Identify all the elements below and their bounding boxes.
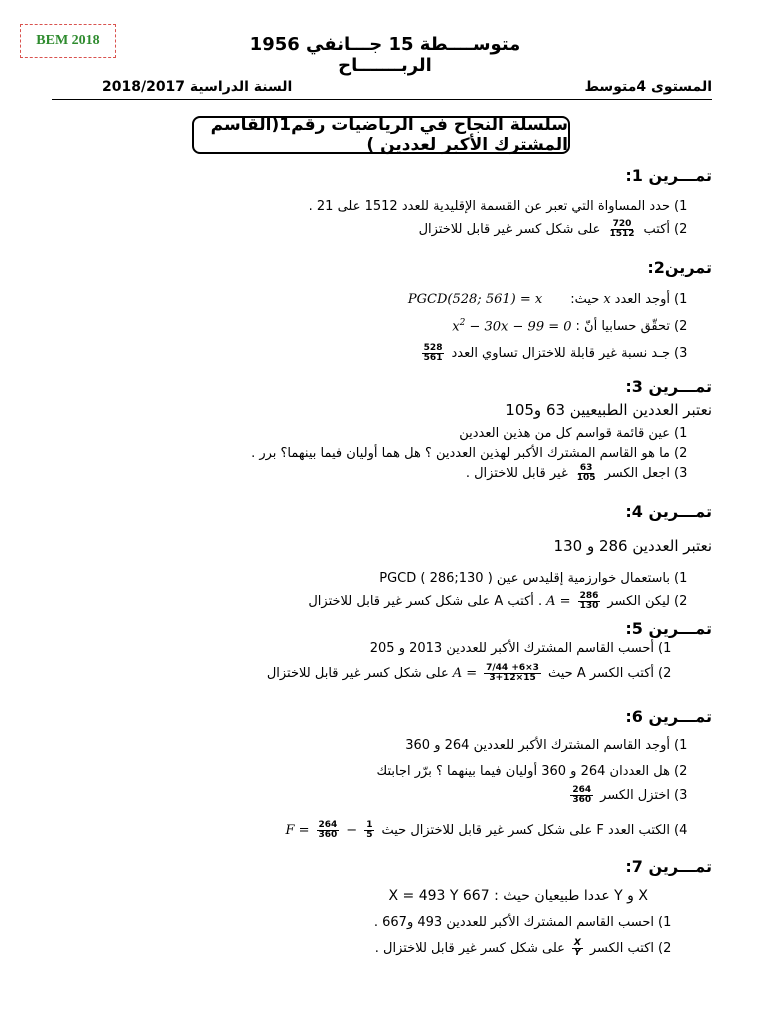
fraction	[364, 821, 374, 841]
item-text: أكتب الكسر A حيث	[547, 666, 654, 682]
item-number: 1)	[674, 426, 688, 441]
item-number: 2)	[674, 318, 688, 334]
item-text: باستعمال خوارزمية إقليدس عين ( PGCD ( 286;130	[379, 571, 670, 586]
item-text: الكتب العدد F على شكل كسر غير قابل للاختزال حيث	[381, 823, 670, 839]
fraction	[570, 786, 593, 806]
item-number: 1)	[674, 571, 688, 586]
denominator: 5	[366, 830, 373, 841]
page-title	[192, 116, 570, 154]
item-text: حيث:	[570, 292, 600, 307]
math-part: x	[452, 319, 460, 335]
exercise-4-item-2	[308, 592, 696, 612]
item-text: على شكل كسر غير قابل للاختزال .	[374, 941, 565, 957]
item-text: اجعل الكسر	[604, 466, 670, 482]
exercise-6-heading: تمـــرين 6:	[625, 707, 712, 726]
item-text: ما هو القاسم المشترك الأكبر لهذين العددين ؟ هل هما أوليان فيما بينهما؟ برر .	[251, 446, 670, 461]
exercise-5-heading: تمـــرين 5:	[625, 619, 712, 638]
exercise-6-item-2	[377, 764, 697, 779]
denominator: 130	[579, 601, 599, 612]
fraction	[578, 592, 601, 612]
item-text: غير قابل للاختزال .	[465, 466, 568, 482]
exercise-1-item-1	[309, 199, 696, 214]
numerator: 264	[318, 820, 338, 830]
exercise-1-item-2	[419, 220, 696, 240]
item-text: على شكل كسر غير قابل للاختزال	[418, 222, 601, 238]
fraction	[317, 821, 340, 841]
denominator: 3+12×15	[489, 673, 536, 684]
math-exponent: 2	[459, 318, 466, 328]
item-text: على شكل كسر غير قابل للاختزال	[266, 666, 449, 682]
item-number: 3)	[674, 788, 688, 804]
denominator: 105	[576, 473, 596, 484]
item-number: 4)	[674, 823, 688, 839]
exercise-4-item-1	[379, 571, 696, 586]
item-text: احسب القاسم المشترك الأكبر للعددين 493 و667 .	[373, 915, 654, 930]
item-number: 1)	[674, 199, 688, 214]
exercise-6-item-4	[285, 821, 696, 841]
item-number: 2)	[658, 666, 672, 682]
exercise-3-item-1	[459, 426, 696, 441]
item-text: حدد المساواة التي تعبر عن القسمة الإقليدية للعدد 1512 على 21 .	[308, 199, 670, 214]
item-text: أحسب القاسم المشترك الأكبر للعددين 2013 و 205	[369, 641, 654, 656]
school-year: السنة الدراسية 2018/2017	[102, 79, 293, 95]
math-lhs: A =	[546, 594, 571, 610]
exercise-2-heading: تمرين2:	[647, 258, 712, 277]
numerator: 1	[366, 820, 373, 830]
numerator: X	[573, 938, 581, 948]
header-divider	[52, 99, 712, 100]
item-text: أوجد القاسم المشترك الأكبر للعددين 264 و 360	[405, 738, 670, 753]
exercise-7-item-2	[375, 939, 680, 959]
exercise-7-heading: تمـــرين 7:	[625, 857, 712, 876]
item-number: 1)	[674, 292, 688, 307]
numerator: 720	[612, 219, 632, 229]
exercise-2-item-2	[452, 318, 696, 334]
exercise-5-item-1	[370, 641, 680, 656]
exercise-6-item-3	[567, 786, 696, 806]
item-number: 2)	[674, 594, 688, 610]
fraction	[572, 939, 583, 959]
item-number: 2)	[674, 764, 688, 779]
school-name: متوســــطة 15 جـــانفي 1956 الربـــــــاح	[249, 34, 521, 76]
fraction	[484, 664, 541, 684]
exercise-5-item-2	[267, 664, 680, 684]
item-text: عين قائمة قواسم كل من هذين العددين	[459, 426, 670, 441]
math-minus: −	[346, 823, 358, 839]
numerator: 286	[579, 591, 599, 601]
exercise-3-item-2	[251, 446, 696, 461]
denominator: 1512	[609, 229, 635, 240]
page-title-text: سلسلة النجاح في الرياضيات رقم1(القاسم المشترك الأكبر لعددين )	[210, 115, 568, 155]
item-number: 1)	[674, 738, 688, 753]
numerator: 63	[579, 463, 593, 473]
exercise-4-intro: نعتبر العددين 286 و 130	[553, 537, 712, 555]
item-text: اكتب الكسر	[589, 941, 654, 957]
math-expression: PGCD(528; 561) = x	[407, 292, 543, 307]
item-text: ليكن الكسر	[607, 594, 670, 610]
exercise-3-item-3	[466, 464, 696, 484]
numerator: 7/44 +6×3	[486, 663, 539, 673]
item-text: أوجد العدد	[614, 292, 670, 307]
math-lhs: A =	[452, 666, 478, 682]
denominator: 561	[423, 353, 443, 364]
exercise-1-heading: تمـــرين 1:	[625, 166, 712, 185]
item-text: اختزل الكسر	[600, 788, 670, 804]
exercise-2-item-1	[408, 292, 696, 307]
denominator: Y	[574, 948, 581, 959]
fraction	[607, 220, 636, 240]
item-text: تحقّق حسابيا أنّ :	[575, 318, 670, 334]
fraction	[575, 464, 598, 484]
item-number: 2)	[674, 222, 688, 238]
math-lhs: F =	[285, 823, 310, 839]
item-number: 2)	[658, 941, 672, 957]
item-number: 1)	[658, 641, 672, 656]
exercise-3-heading: تمـــرين 3:	[625, 377, 712, 396]
item-number: 3)	[674, 346, 688, 362]
item-text: هل العددان 264 و 360 أوليان فيما بينهما ؟ برّر اجابتك	[376, 764, 670, 779]
exercise-7-item-1	[374, 915, 680, 930]
bem-badge: BEM 2018	[20, 24, 116, 58]
exercise-6-item-1	[405, 738, 696, 753]
item-text: أكتب	[643, 222, 670, 238]
item-text: جـد نسبة غير قابلة للاختزال تساوي العدد	[451, 346, 670, 362]
exercise-2-item-3	[419, 344, 696, 364]
math-part: − 30x − 99 = 0	[465, 319, 572, 335]
numerator: 264	[572, 785, 592, 795]
item-number: 1)	[658, 915, 672, 930]
item-number: 2)	[674, 446, 688, 461]
exercise-4-heading: تمـــرين 4:	[625, 502, 712, 521]
denominator: 360	[572, 795, 592, 806]
item-text: . أكتب A على شكل كسر غير قابل للاختزال	[308, 594, 543, 610]
item-number: 3)	[674, 466, 688, 482]
denominator: 360	[318, 830, 338, 841]
exercise-7-intro: X و Y عددا طبيعيان حيث : 667 X = 493 Y	[388, 888, 648, 904]
numerator: 528	[423, 343, 443, 353]
math-expression	[452, 318, 571, 334]
math-var: x	[603, 292, 611, 307]
fraction	[422, 344, 445, 364]
level-label: المستوى 4متوسط	[584, 79, 712, 95]
exercise-3-intro: نعتبر العددين الطبيعيين 63 و105	[505, 401, 712, 419]
